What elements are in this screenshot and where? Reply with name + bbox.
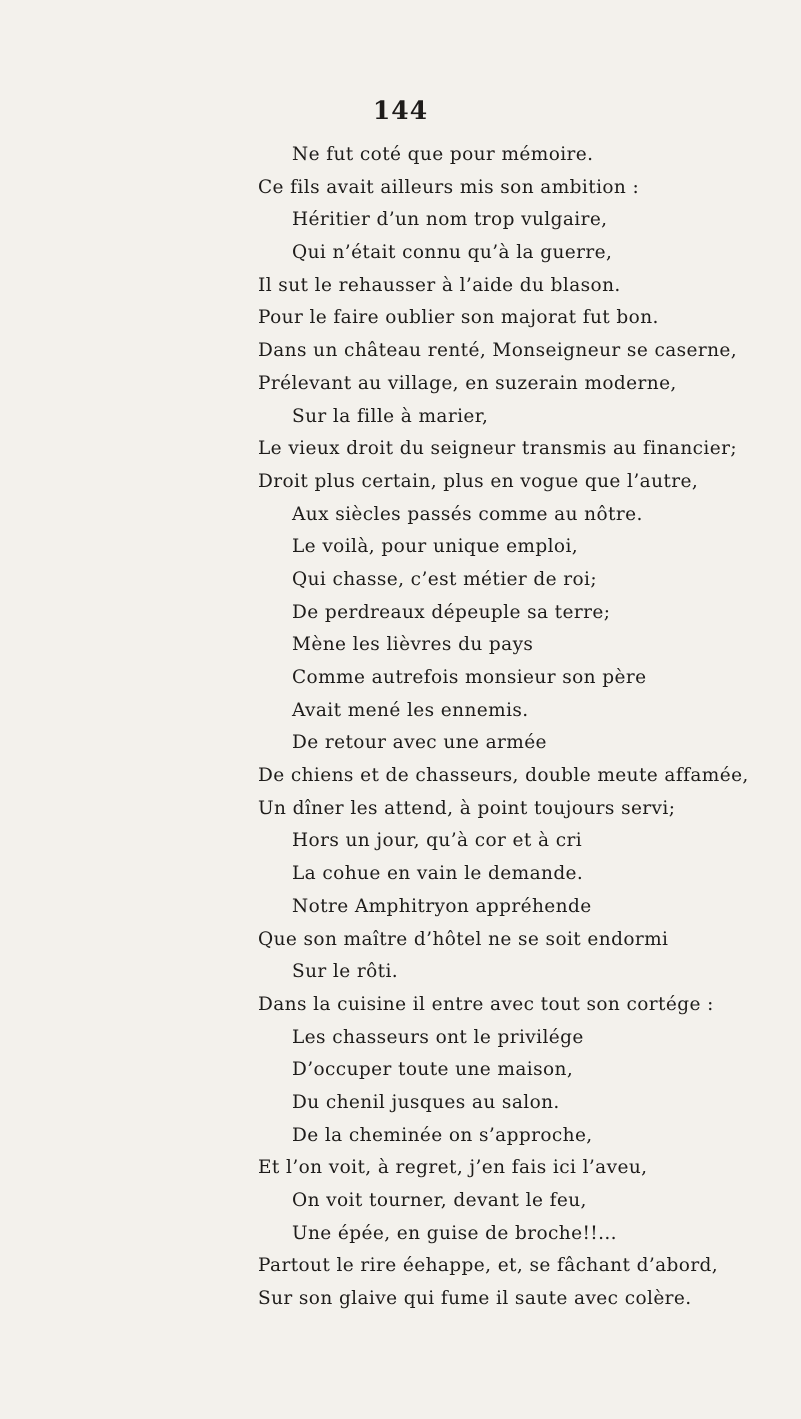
poem-line: Qui chasse, c’est métier de roi; — [292, 568, 597, 590]
poem-line: D’occuper toute une maison, — [292, 1059, 574, 1081]
poem-line: Comme autrefois monsieur son père — [292, 667, 647, 688]
poem-line: Héritier d’un nom trop vulgaire, — [292, 209, 608, 231]
poem-body — [258, 139, 798, 1316]
poem-line: Qui n’était connu qu’à la guerre, — [292, 242, 613, 264]
poem-line: Droit plus certain, plus en vogue que l’autre, — [258, 470, 699, 492]
poem-line: De perdreaux dépeuple sa terre; — [292, 601, 611, 623]
poem-line: Mène les lièvres du pays — [292, 634, 534, 656]
poem-line: Hors un jour, qu’à cor et à cri — [292, 830, 583, 852]
poem-line: Le voilà, pour unique emploi, — [292, 536, 579, 558]
poem-line: Ce fils avait ailleurs mis son ambition : — [258, 176, 640, 198]
poem-line: Sur la fille à marier, — [292, 405, 489, 427]
poem-line: Les chasseurs ont le privilége — [292, 1026, 584, 1048]
poem-line: Dans un château renté, Monseigneur se caserne, — [258, 340, 738, 362]
poem-line: La cohue en vain le demande. — [292, 863, 584, 885]
poem-line: Sur le rôti. — [292, 961, 399, 983]
poem-line: Sur son glaive qui fume il saute avec colère. — [258, 1288, 692, 1310]
page-number: 144 — [372, 96, 429, 125]
poem-line: Une épée, en guise de broche!!... — [292, 1222, 617, 1244]
poem-line: Le vieux droit du seigneur transmis au financier; — [258, 438, 737, 460]
poem-line: Notre Amphitryon appréhende — [292, 895, 592, 917]
poem-line: Pour le faire oublier son majorat fut bon. — [258, 307, 659, 329]
poem-line: On voit tourner, devant le feu, — [292, 1190, 587, 1211]
poem-line: Dans la cuisine il entre avec tout son cortége : — [258, 993, 714, 1015]
poem-line: Du chenil jusques au salon. — [292, 1091, 560, 1113]
poem-line: Ne fut coté que pour mémoire. — [292, 144, 594, 165]
poem-line: Avait mené les ennemis. — [292, 699, 529, 721]
poem-line: De chiens et de chasseurs, double meute affamée, — [258, 765, 749, 787]
poem-line: De la cheminée on s’approche, — [292, 1124, 593, 1146]
poem-line: Prélevant au village, en suzerain moderne, — [258, 372, 677, 394]
poem-line: Partout le rire éehappe, et, se fâchant d’abord, — [258, 1255, 719, 1277]
poem-line: Un dîner les attend, à point toujours servi; — [258, 797, 676, 819]
poem-line: Aux siècles passés comme au nôtre. — [292, 503, 643, 525]
poem-line: Que son maître d’hôtel ne se soit endormi — [258, 928, 669, 950]
poem-line: Et l’on voit, à regret, j’en fais ici l’aveu, — [258, 1157, 648, 1179]
poem-line: De retour avec une armée — [292, 732, 547, 754]
poem-line: Il sut le rehausser à l’aide du blason. — [258, 274, 621, 296]
